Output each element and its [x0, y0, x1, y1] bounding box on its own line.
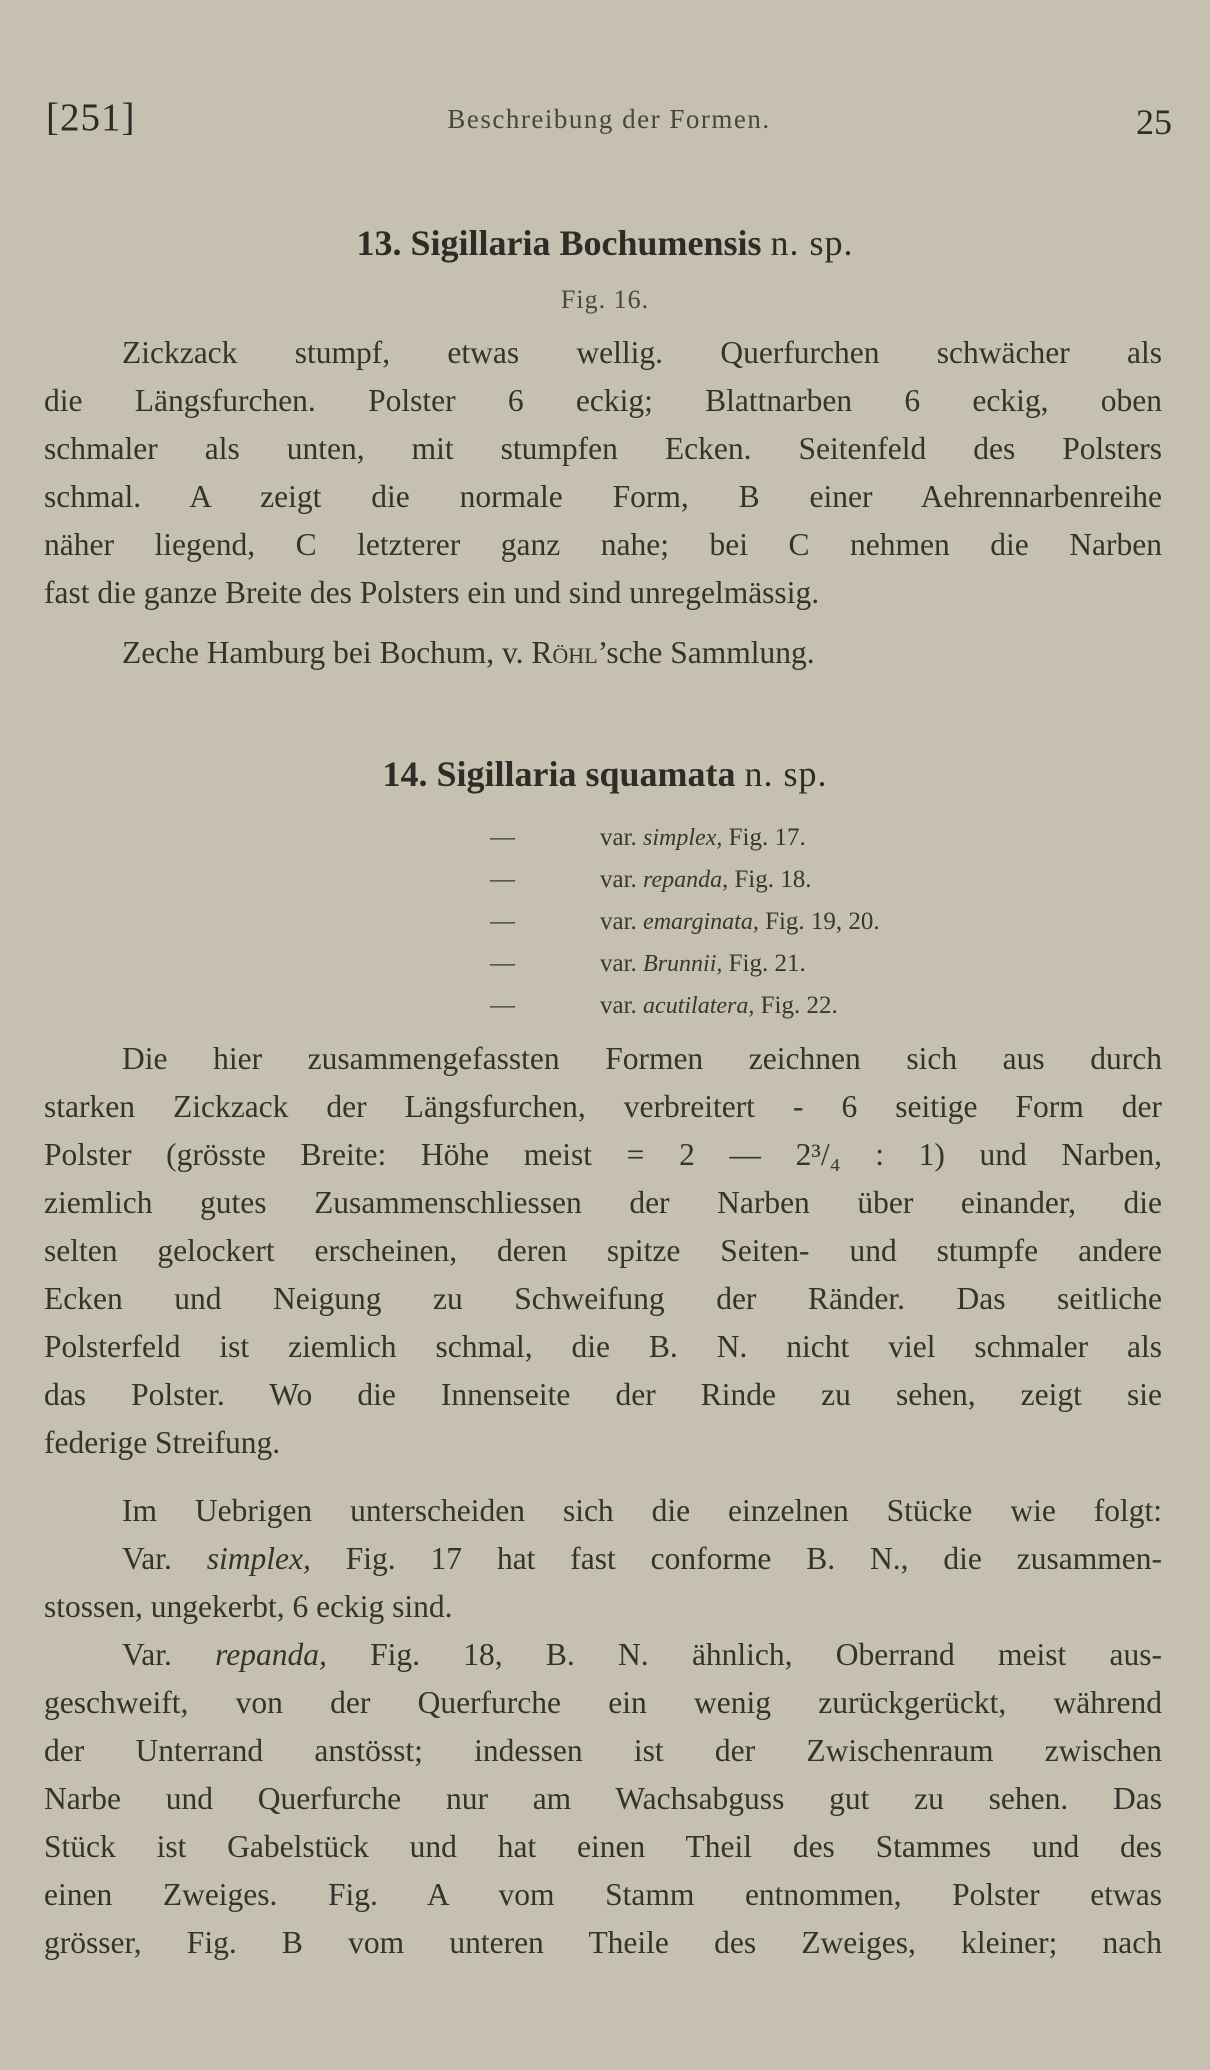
variety-name: simplex, [206, 1541, 311, 1576]
text-run: Fig. 17 hat fast conforme B. N., die zusammen- [310, 1541, 1162, 1576]
species-name: Sigillaria squamata [436, 754, 736, 794]
dash: — [490, 992, 515, 1019]
variety-item [490, 943, 806, 985]
variety-prefix: var. [600, 992, 637, 1019]
variety-name: acutilatera, [643, 993, 755, 1019]
text-line: Im Uebrigen unterscheiden sich die einzelnen Stücke wie folgt: [122, 1493, 1162, 1528]
dash: — [490, 908, 515, 935]
variety-figure: Fig. 18. [734, 866, 812, 893]
species-status: n. sp. [744, 754, 828, 794]
text-line: federige Streifung. [44, 1425, 281, 1460]
variety-item [490, 985, 838, 1027]
var-lead: Var. [122, 1637, 216, 1672]
text-line: starken Zickzack der Längsfurchen, verbreitert - 6 seitige Form der [44, 1089, 1162, 1124]
species-heading-13 [0, 222, 1210, 264]
species-number: 13. [356, 223, 402, 263]
variety-prefix: var. [600, 866, 637, 893]
varieties-list [490, 817, 880, 1027]
variety-figure: Fig. 21. [728, 950, 806, 977]
locality-paragraph [44, 629, 1162, 677]
variety-name: repanda, [215, 1637, 327, 1672]
running-head [46, 95, 1172, 155]
running-title: Beschreibung der Formen. [447, 104, 771, 134]
text-line: die Längsfurchen. Polster 6 eckig; Blattnarben 6 eckig, oben [44, 383, 1162, 418]
text-line: grösser, Fig. B vom unteren Theile des Zweiges, kleiner; nach [44, 1925, 1162, 1960]
text-line: Polsterfeld ist ziemlich schmal, die B. N. nicht viel schmaler als [44, 1329, 1162, 1364]
text-line: der Unterrand anstösst; indessen ist der Zwischenraum zwischen [44, 1733, 1162, 1768]
variety-prefix: var. [600, 824, 637, 851]
section-bracket-number: [251] [46, 96, 136, 139]
collector-name: Röhl [531, 635, 598, 670]
variety-simplex-paragraph [44, 1535, 1162, 1631]
dash: — [490, 866, 515, 893]
species-status: n. sp. [770, 223, 854, 263]
species-heading-14 [0, 753, 1210, 795]
text-line: geschweift, von der Querfurche ein wenig zurückgerückt, während [44, 1685, 1162, 1720]
variety-name: repanda, [643, 867, 729, 893]
collection-text: ’sche Sammlung. [597, 635, 815, 670]
text-run: Fig. 18, B. N. ähnlich, Oberrand meist aus- [326, 1637, 1162, 1672]
figure-reference: Fig. 16. [560, 285, 650, 314]
dash: — [490, 824, 515, 851]
text-line [44, 629, 1162, 677]
page-number: 25 [1136, 102, 1172, 142]
text-line: fast die ganze Breite des Polsters ein und sind unregelmässig. [44, 575, 820, 610]
text-line: ziemlich gutes Zusammenschliessen der Narben über einander, die [44, 1185, 1162, 1220]
variety-item [490, 859, 812, 901]
text-line: einen Zweiges. Fig. A vom Stamm entnommen, Polster etwas [44, 1877, 1162, 1912]
text-line: näher liegend, C letzterer ganz nahe; bei C nehmen die Narben [44, 527, 1162, 562]
variety-name: Brunnii, [643, 951, 723, 977]
text-line [44, 1631, 1162, 1679]
variety-item [490, 817, 806, 859]
variety-item [490, 901, 880, 943]
variety-figure: Fig. 19, 20. [765, 908, 880, 935]
variety-figure: Fig. 22. [760, 992, 838, 1019]
dash: — [490, 950, 515, 977]
variety-prefix: var. [600, 950, 637, 977]
text-line: selten gelockert erscheinen, deren spitze Seiten- und stumpfe andere [44, 1233, 1162, 1268]
locality-text: Zeche Hamburg bei Bochum, v. [122, 635, 532, 670]
text-line [44, 1535, 1162, 1583]
text-line: Zickzack stumpf, etwas wellig. Querfurchen schwächer als [122, 335, 1162, 370]
variety-prefix: var. [600, 908, 637, 935]
variety-name: emarginata, [643, 909, 759, 935]
text-line: Polster (grösste Breite: Höhe meist = 2 — 2³/₄ : 1) und Narben, [44, 1137, 1162, 1172]
text-line: schmaler als unten, mit stumpfen Ecken. Seitenfeld des Polsters [44, 431, 1162, 466]
text-line: Stück ist Gabelstück und hat einen Theil des Stammes und des [44, 1829, 1162, 1864]
text-line: das Polster. Wo die Innenseite der Rinde zu sehen, zeigt sie [44, 1377, 1162, 1412]
text-line: stossen, ungekerbt, 6 eckig sind. [44, 1589, 453, 1624]
variety-name: simplex, [643, 825, 723, 851]
text-line: Ecken und Neigung zu Schweifung der Ränder. Das seitliche [44, 1281, 1162, 1316]
var-lead: Var. [122, 1541, 207, 1576]
variety-repanda-paragraph [44, 1631, 1162, 1967]
text-line: Narbe und Querfurche nur am Wachsabguss gut zu sehen. Das [44, 1781, 1162, 1816]
description-paragraph [44, 329, 1162, 617]
description-paragraph [44, 1035, 1162, 1467]
text-line: Die hier zusammengefassten Formen zeichnen sich aus durch [122, 1041, 1162, 1076]
species-number: 14. [382, 754, 428, 794]
variety-figure: Fig. 17. [728, 824, 806, 851]
species-name: Sigillaria Bochumensis [410, 223, 762, 263]
text-line: schmal. A zeigt die normale Form, B einer Aehrennarbenreihe [44, 479, 1162, 514]
transition-paragraph [44, 1487, 1162, 1535]
